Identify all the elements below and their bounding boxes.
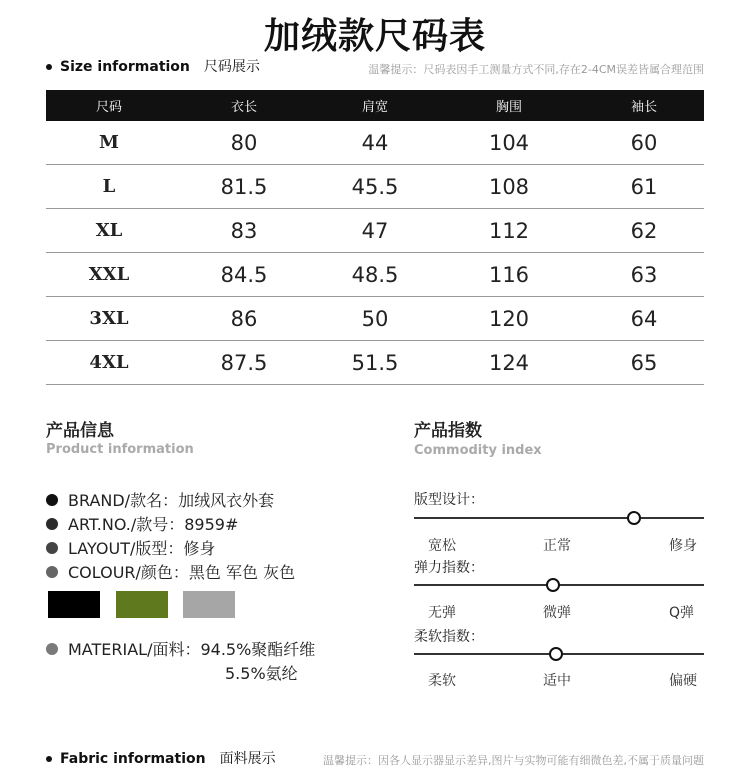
- fabric-notice: 温馨提示：因各人显示器显示差异,图片与实物可能有细微色差,不属于质量问题: [323, 754, 704, 767]
- fabric-section-label-en: Fabric information: [60, 751, 206, 767]
- material-text-line2: 5.5%氨纶: [225, 664, 298, 683]
- size-section-label-cn: 尺码展示: [203, 59, 260, 75]
- softness-knob-icon: [549, 647, 563, 661]
- header-sleeve: 袖长: [584, 90, 704, 121]
- fit-tick-slim: 修身: [669, 538, 697, 554]
- softness-tick-medium: 适中: [543, 673, 571, 689]
- cell-length: 84.5: [172, 253, 316, 297]
- cell-length: 86: [172, 297, 316, 341]
- bullet-dot-icon: [46, 518, 58, 530]
- cell-length: 83: [172, 209, 316, 253]
- fit-design-label: 版型设计：: [414, 492, 484, 508]
- size-notice: 温馨提示：尺码表因手工测量方式不同,存在2-4CM误差皆属合理范围: [368, 63, 704, 76]
- cell-chest: 108: [434, 165, 584, 209]
- cell-length: 80: [172, 121, 316, 165]
- table-row: [46, 297, 704, 341]
- cell-shoulder: 44: [316, 121, 434, 165]
- material-text: MATERIAL/面料：94.5%聚酯纤维: [68, 640, 316, 659]
- table-row: [46, 253, 704, 297]
- commodity-index-title: 产品指数: [414, 421, 482, 441]
- color-swatch-army-green: [116, 591, 168, 618]
- elasticity-label: 弹力指数：: [414, 560, 484, 576]
- bullet-icon: [46, 756, 52, 762]
- brand-text: BRAND/款名：加绒风衣外套: [68, 491, 275, 510]
- cell-shoulder: 47: [316, 209, 434, 253]
- softness-label: 柔软指数：: [414, 629, 484, 645]
- color-swatch-black: [48, 591, 100, 618]
- elasticity-tick-slight: 微弹: [543, 605, 571, 621]
- cell-chest: 112: [434, 209, 584, 253]
- bullet-dot-icon: [46, 542, 58, 554]
- size-section-header: [46, 56, 260, 76]
- size-table-header-row: [46, 90, 704, 121]
- softness-track: [414, 653, 704, 655]
- cell-size: 3XL: [46, 297, 172, 341]
- layout-text: LAYOUT/版型：修身: [68, 539, 216, 558]
- cell-sleeve: 61: [584, 165, 704, 209]
- header-chest: 胸围: [434, 90, 584, 121]
- fit-tick-loose: 宽松: [428, 538, 456, 554]
- elasticity-tick-none: 无弹: [428, 605, 456, 621]
- header-shoulder: 肩宽: [316, 90, 434, 121]
- bullet-dot-icon: [46, 566, 58, 578]
- softness-tick-soft: 柔软: [428, 673, 456, 689]
- brand-row: [46, 488, 274, 511]
- cell-shoulder: 51.5: [316, 341, 434, 385]
- size-section-label-en: Size information: [60, 59, 190, 75]
- elasticity-track: [414, 584, 704, 586]
- cell-chest: 120: [434, 297, 584, 341]
- colour-row: [46, 560, 295, 583]
- cell-length: 81.5: [172, 165, 316, 209]
- cell-sleeve: 60: [584, 121, 704, 165]
- cell-chest: 104: [434, 121, 584, 165]
- elasticity-tick-stretchy: Q弹: [669, 605, 695, 621]
- art-no-row: [46, 512, 238, 535]
- fit-tick-normal: 正常: [543, 538, 571, 554]
- layout-row: [46, 536, 215, 559]
- cell-size: XXL: [46, 253, 172, 297]
- bullet-dot-icon: [46, 494, 58, 506]
- cell-sleeve: 62: [584, 209, 704, 253]
- elasticity-knob-icon: [546, 578, 560, 592]
- colour-text: COLOUR/颜色：黑色 军色 灰色: [68, 563, 296, 582]
- bullet-icon: [46, 64, 52, 70]
- cell-chest: 124: [434, 341, 584, 385]
- fabric-section-header: [46, 748, 276, 768]
- cell-sleeve: 63: [584, 253, 704, 297]
- commodity-index-subtitle: Commodity index: [414, 443, 542, 458]
- fabric-section-label-cn: 面料展示: [219, 751, 276, 767]
- cell-sleeve: 65: [584, 341, 704, 385]
- table-row: [46, 209, 704, 253]
- size-table: [46, 90, 704, 385]
- fit-design-track: [414, 517, 704, 519]
- cell-size: XL: [46, 209, 172, 253]
- table-row: [46, 121, 704, 165]
- softness-tick-firm: 偏硬: [669, 673, 697, 689]
- product-info-subtitle: Product information: [46, 442, 194, 457]
- color-swatch-grey: [183, 591, 235, 618]
- cell-length: 87.5: [172, 341, 316, 385]
- cell-size: M: [46, 121, 172, 165]
- bullet-dot-icon: [46, 643, 58, 655]
- page-title: 加绒款尺码表: [263, 16, 486, 57]
- art-no-text: ART.NO./款号：8959#: [68, 515, 239, 534]
- cell-sleeve: 64: [584, 297, 704, 341]
- fit-design-knob-icon: [627, 511, 641, 525]
- material-row: [46, 637, 315, 660]
- product-info-title: 产品信息: [46, 421, 114, 441]
- cell-shoulder: 50: [316, 297, 434, 341]
- cell-size: 4XL: [46, 341, 172, 385]
- cell-chest: 116: [434, 253, 584, 297]
- table-row: [46, 165, 704, 209]
- cell-size: L: [46, 165, 172, 209]
- cell-shoulder: 48.5: [316, 253, 434, 297]
- table-row: [46, 341, 704, 385]
- cell-shoulder: 45.5: [316, 165, 434, 209]
- header-length: 衣长: [172, 90, 316, 121]
- header-size: 尺码: [46, 90, 172, 121]
